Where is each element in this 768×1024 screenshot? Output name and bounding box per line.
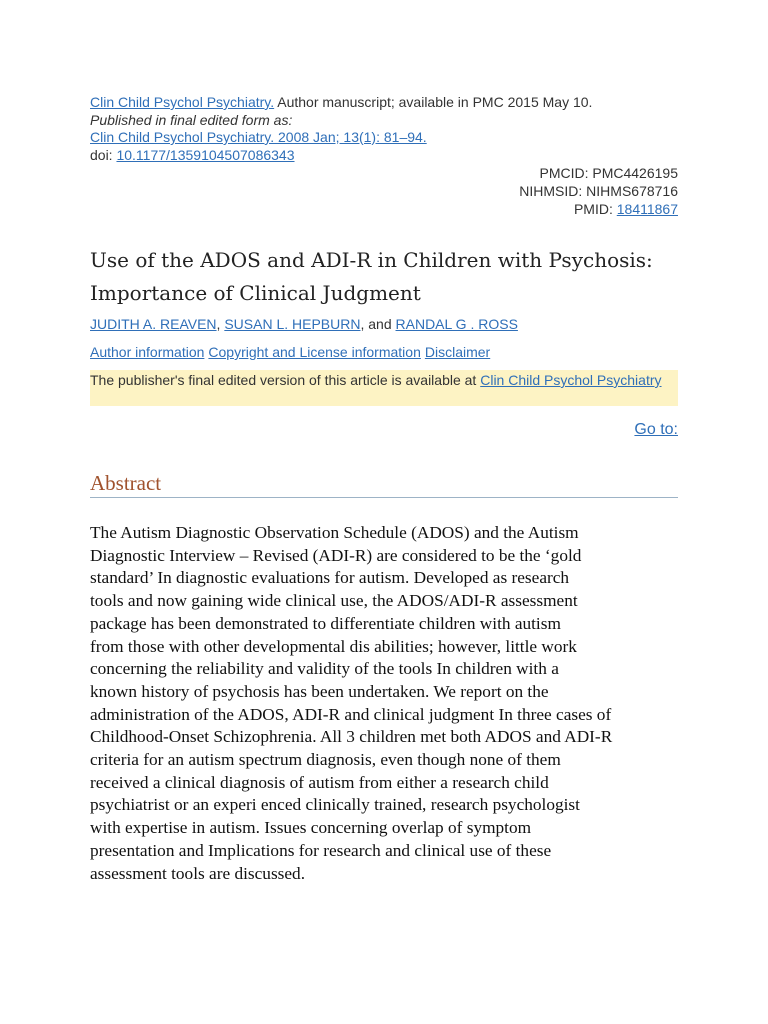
abstract-heading: Abstract (90, 470, 678, 498)
citation-line-1 (90, 94, 680, 112)
final-edited-link[interactable]: Clin Child Psychol Psychiatry. 2008 Jan; 13(1): 81–94. (90, 129, 427, 145)
disclaimer-link[interactable]: Disclaimer (424, 344, 491, 360)
abstract-line: presentation and Implications for research and clinical use of these (90, 840, 552, 860)
abstract-line: Childhood-Onset Schizophrenia. All 3 children met both ADOS and ADI-R (90, 727, 613, 747)
author-link-ross[interactable]: RANDAL G . ROSS (395, 316, 518, 332)
abstract-line: package has been demonstrated to differentiate children with autism (90, 613, 561, 633)
title-line-2: Importance of Clinical Judgment (90, 281, 421, 305)
goto-link-wrapper (634, 420, 678, 440)
title-line-1: Use of the ADOS and ADI-R in Children with Psychosis: (90, 248, 653, 272)
doi-label: doi: (90, 146, 117, 163)
abstract-line: administration of the ADOS, ADI-R and clinical judgment In three cases of (90, 704, 612, 724)
journal-link[interactable]: Clin Child Psychol Psychiatry. (90, 94, 275, 110)
publisher-notice (90, 370, 678, 406)
abstract-text (90, 522, 680, 885)
author-link-reaven[interactable]: JUDITH A. REAVEN (90, 316, 217, 332)
citation-block (90, 94, 680, 164)
pmid (519, 200, 678, 218)
author-information-link[interactable]: Author information (90, 344, 205, 360)
info-links (90, 343, 494, 361)
manuscript-note: Author manuscript; available in PMC 2015 May 10. (274, 94, 593, 110)
abstract-line: psychiatrist or an experi enced clinically trained, research psychologist (90, 795, 580, 815)
author-link-hepburn[interactable]: SUSAN L. HEPBURN (224, 316, 361, 332)
abstract-line: received a clinical diagnosis of autism from either a research child (90, 772, 549, 792)
pmid-label: PMID: (573, 201, 617, 217)
article-ids (519, 164, 678, 218)
abstract-line: from those with other developmental dis abilities; however, little work (90, 636, 577, 656)
abstract-line: known history of psychosis has been undertaken. We report on the (90, 681, 549, 701)
pmid-link[interactable]: 18411867 (616, 201, 678, 217)
author-list (90, 315, 518, 333)
abstract-line: with expertise in autism. Issues concerning overlap of symptom (90, 818, 532, 838)
publisher-version-link[interactable]: Clin Child Psychol Psychiatry (480, 372, 662, 388)
article-title (90, 244, 680, 310)
abstract-line: standard’ In diagnostic evaluations for autism. Developed as research (90, 568, 570, 588)
goto-link[interactable]: Go to: (634, 421, 678, 438)
abstract-line: concerning the reliability and validity of the tools In children with a (90, 659, 559, 679)
abstract-line: Diagnostic Interview – Revised (ADI-R) are considered to be the ‘gold (90, 545, 582, 565)
copyright-license-link[interactable]: Copyright and License information (208, 344, 421, 360)
abstract-line: The Autism Diagnostic Observation Schedule (ADOS) and the Autism (90, 523, 579, 542)
nihmsid: NIHMSID: NIHMS678716 (519, 183, 678, 199)
author-separator: , and (360, 316, 396, 332)
abstract-line: tools and now gaining wide clinical use, the ADOS/ADI-R assessment (90, 591, 578, 611)
doi-line (90, 147, 680, 165)
notice-text: The publisher's final edited version of this article is available at (90, 372, 481, 388)
published-label: Published in final edited form as: (90, 111, 293, 128)
citation-line-3 (90, 129, 680, 147)
author-separator: , (216, 316, 225, 332)
doi-link[interactable]: 10.1177/1359104507086343 (116, 146, 295, 163)
abstract-line: criteria for an autism spectrum diagnosis, even though none of them (90, 750, 561, 770)
pmcid: PMCID: PMC4426195 (539, 165, 678, 181)
abstract-line: assessment tools are discussed. (90, 863, 306, 883)
